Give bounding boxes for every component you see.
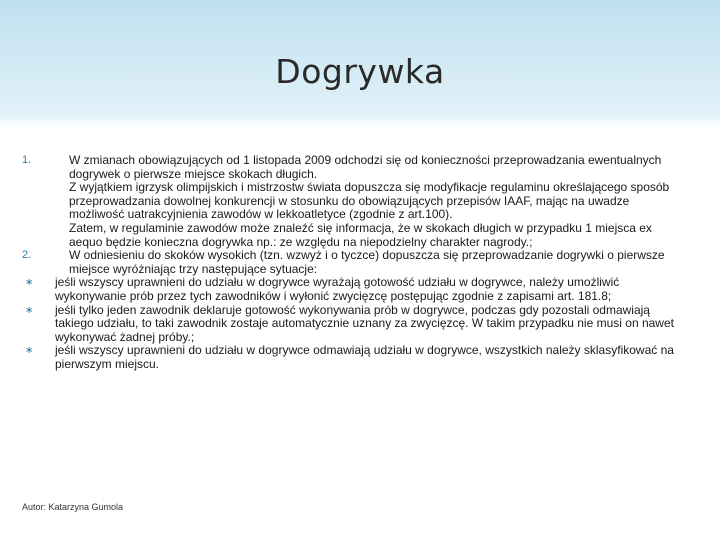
bullet-icon: ∗ xyxy=(25,345,34,357)
bullet-text-2: jeśli tylko jeden zawodnik deklaruje gotowość wykonywania prób w dogrywce, podczas gdy pozostali odmawiają takiego udziału, to taki zawodnik zostaje automatycznie uznany za zwycięzcę. W takim przypadku nie musi on nawet wykonywać żadnej próby.; xyxy=(55,302,674,344)
bullet-item-3 xyxy=(22,344,676,371)
list-item-2 xyxy=(22,249,676,276)
paragraph-1c: Zatem, w regulaminie zawodów może znaleźć się informacja, że w skokach długich w przypadku 1 miejsca ex aequo będzie konieczna dogrywka np.: ze względu na niepodzielny charakter nagrody.; xyxy=(69,220,652,249)
author-credit: Autor: Katarzyna Gumola xyxy=(22,502,124,512)
paragraph-1b: Z wyjątkiem igrzysk olimpijskich i mistrzostw świata dopuszcza się modyfikacje regulaminu określającego sposób przeprowadzania dowolnej konkurencji w stosunku do obowiązujących przepisów IAAF, mając na uwadze możliwość uatrakcyjnienia zawodów w lekkoatletyce (zgodnie z art.100). xyxy=(69,180,670,222)
content-list xyxy=(22,154,676,372)
bullet-text-3: jeśli wszyscy uprawnieni do udziału w dogrywce odmawiają udziału w dogrywce, wszystkich należy sklasyfikować na pierwszym miejscu. xyxy=(55,343,674,371)
slide-title: Dogrywka xyxy=(275,52,445,91)
list-marker-2: 2. xyxy=(22,249,32,262)
bullet-text-1: jeśli wszyscy uprawnieni do udziału w dogrywce wyrażają gotowość udziału w dogrywce, należy umożliwić wykonywanie prób przez tych zawodników i wyłonić zwycięzcę postępując zgodnie z zapisami art. 181.8; xyxy=(55,275,620,303)
paragraph-2: W odniesieniu do skoków wysokich (tzn. wzwyż i o tyczce) dopuszcza się przeprowadzanie dogrywki o pierwsze miejsce wyróżniając trzy następujące sytuacje: xyxy=(69,248,665,276)
list-item-1 xyxy=(22,154,676,249)
bullet-item-2 xyxy=(22,304,676,345)
list-marker-1: 1. xyxy=(22,154,32,166)
paragraph-1a: W zmianach obowiązujących od 1 listopada 2009 odchodzi się od konieczności przeprowadzania ewentualnych dogrywek o pierwsze miejsce skokach długich. xyxy=(69,153,662,181)
bullet-icon: ∗ xyxy=(25,304,34,316)
bullet-icon: ∗ xyxy=(25,277,34,289)
bullet-item-1 xyxy=(22,276,676,303)
